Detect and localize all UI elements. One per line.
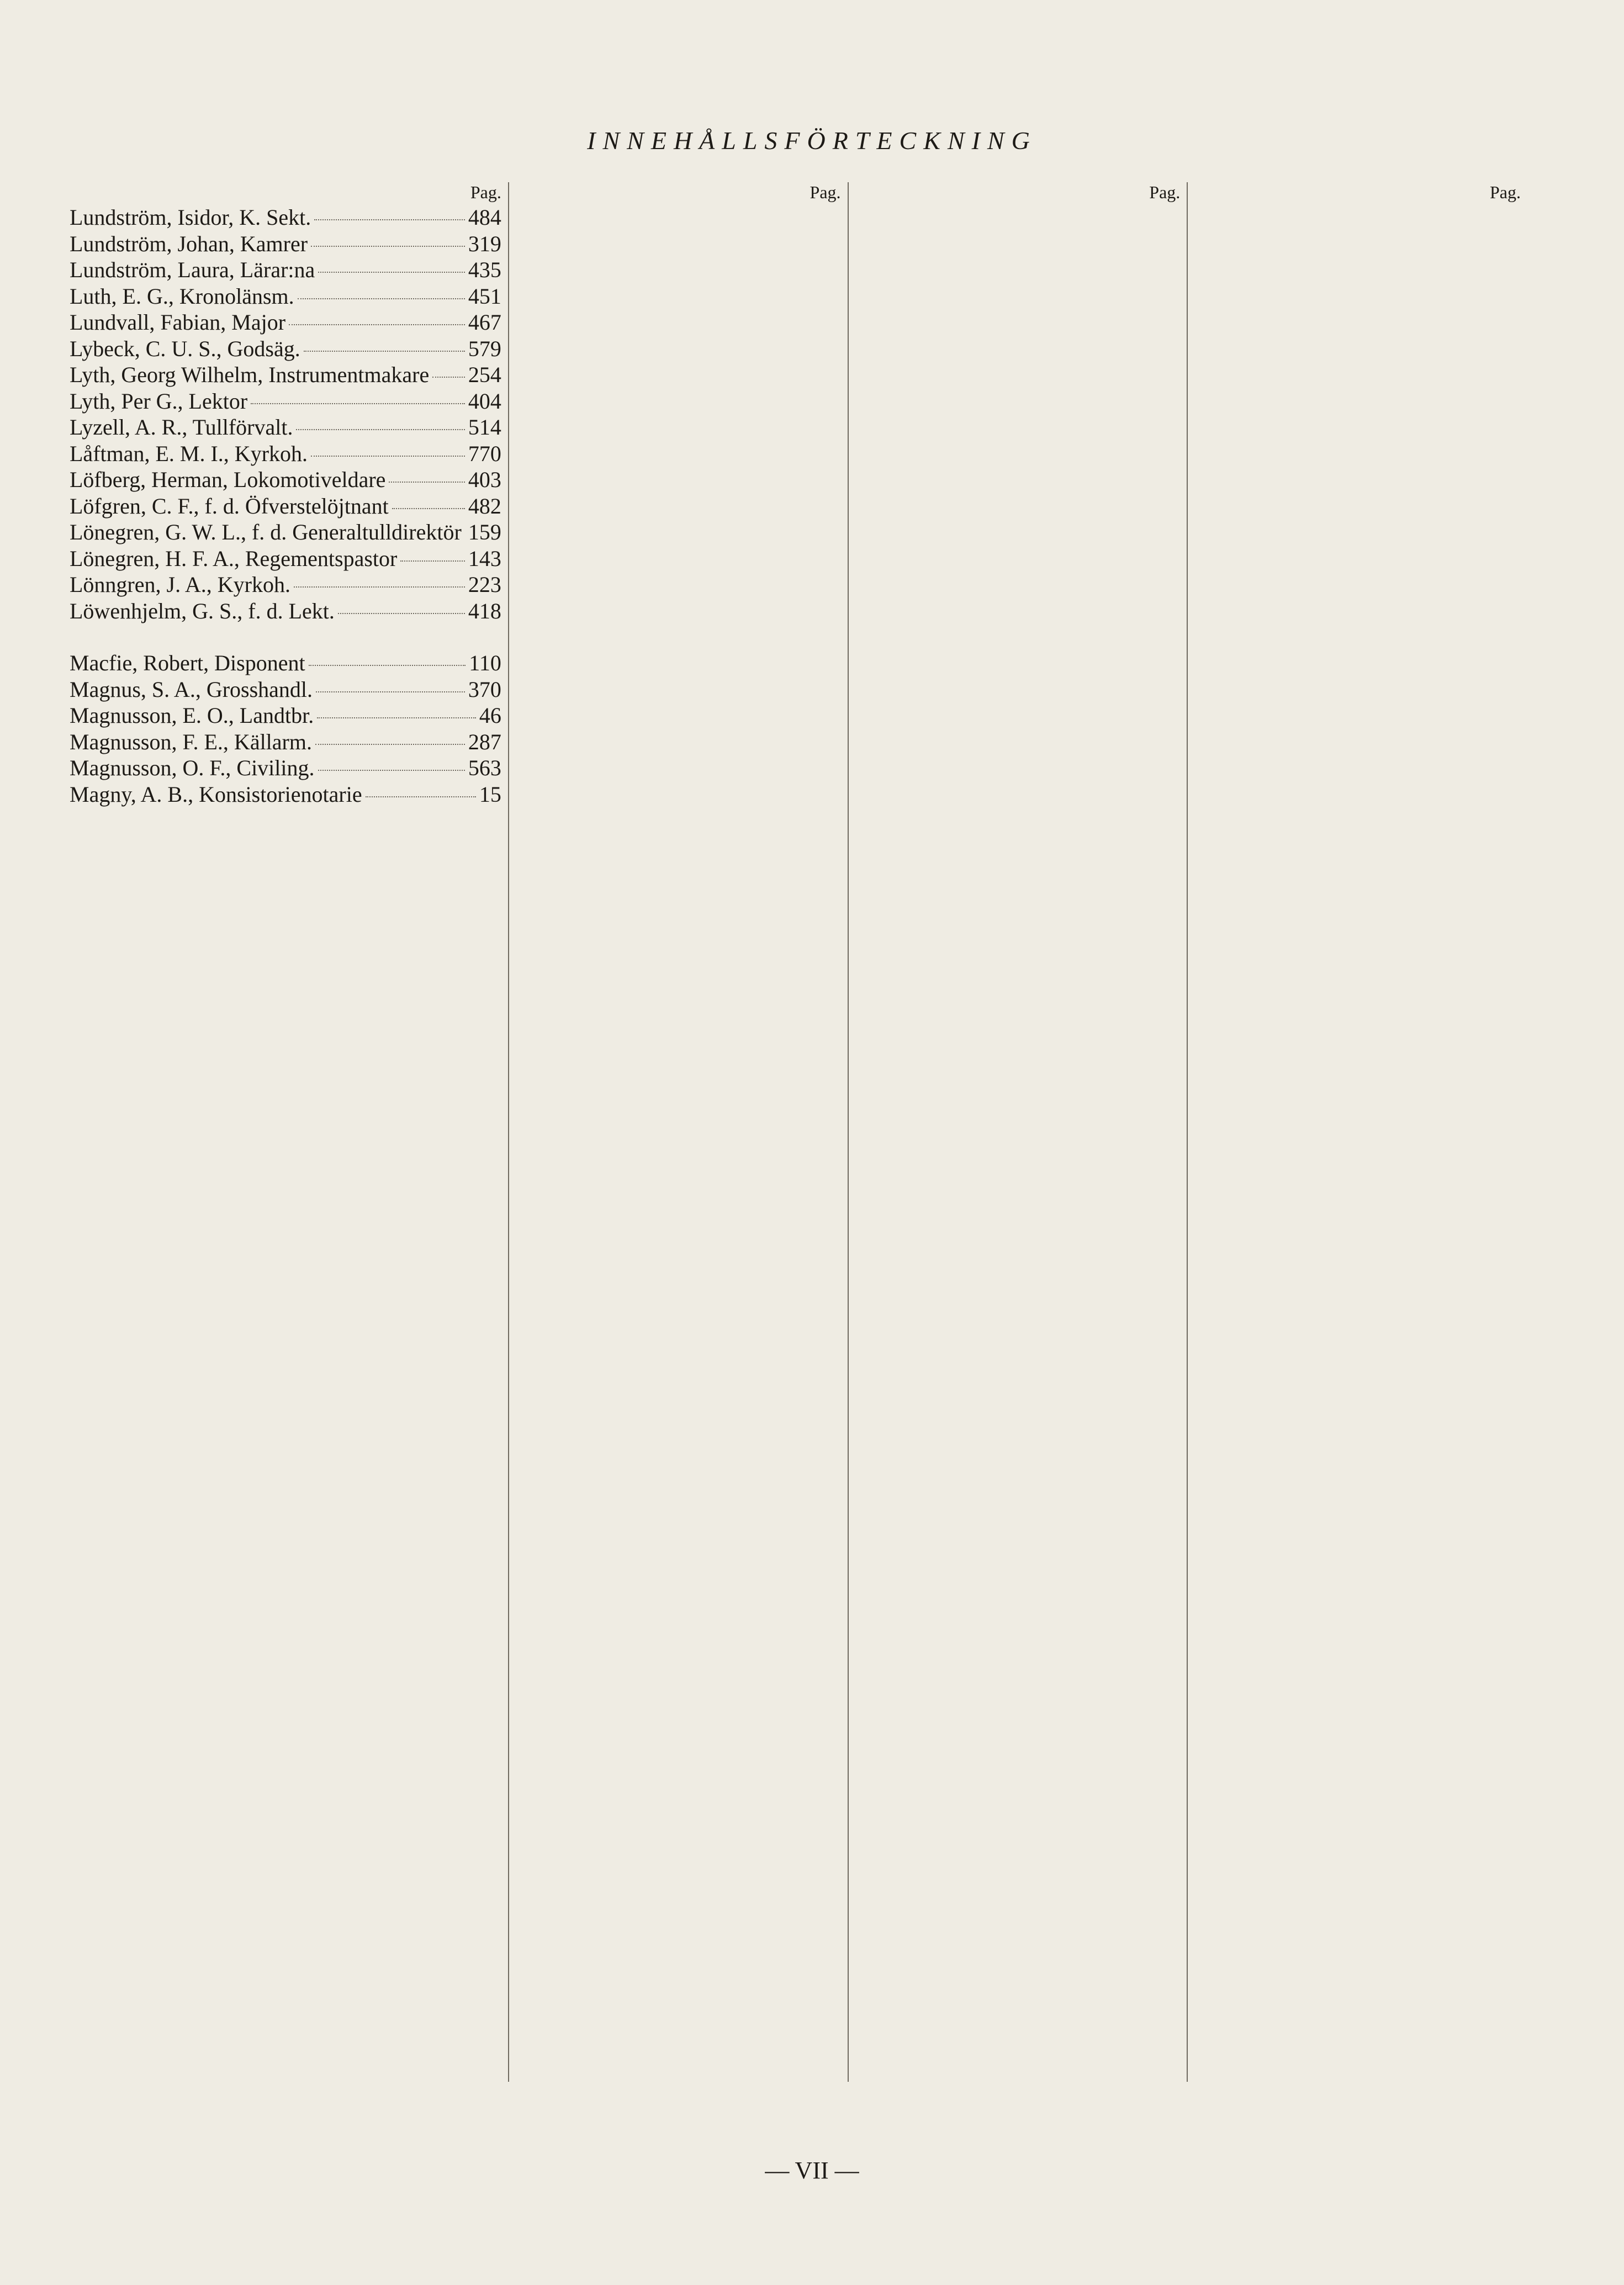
entry-page: 770	[468, 441, 501, 466]
entry-page: 418	[468, 598, 501, 623]
leader-dots	[338, 613, 465, 614]
index-entry	[70, 519, 501, 546]
entry-page: 484	[468, 205, 501, 230]
leader-dots	[251, 403, 465, 404]
index-entry	[70, 283, 501, 310]
index-entry	[70, 414, 501, 441]
index-entry	[70, 204, 501, 231]
index-entry	[70, 781, 501, 808]
entry-name: Magnusson, E. O., Landtbr.	[70, 703, 314, 728]
pag-label: Pag.	[470, 182, 501, 202]
page-title: INNEHÅLLSFÖRTECKNING	[587, 126, 1037, 155]
leader-dots	[318, 272, 465, 273]
entry-page: 110	[469, 650, 501, 675]
entry-page: 370	[468, 676, 501, 702]
page-number: — VII —	[765, 2157, 859, 2184]
entry-page: 46	[479, 703, 501, 728]
entry-page: 287	[468, 729, 501, 754]
index-entry	[70, 309, 501, 336]
entry-name: Lybeck, C. U. S., Godsäg.	[70, 336, 300, 361]
leader-dots	[294, 586, 465, 588]
entry-name: Låftman, E. M. I., Kyrkoh.	[70, 441, 308, 466]
entry-name: Lyzell, A. R., Tullförvalt.	[70, 415, 293, 440]
index-column-4	[1209, 182, 1527, 2082]
leader-dots	[366, 796, 476, 797]
entry-page: 467	[468, 310, 501, 335]
entry-page: 319	[468, 231, 501, 256]
leader-dots	[304, 351, 465, 352]
index-entry	[70, 362, 501, 388]
entry-name: Magny, A. B., Konsistorienotarie	[70, 781, 362, 807]
index-entry	[70, 598, 501, 625]
leader-dots	[432, 377, 465, 378]
leader-dots	[289, 324, 465, 325]
leader-dots	[389, 482, 464, 483]
index-entry	[70, 336, 501, 362]
entry-page: 514	[468, 415, 501, 440]
leader-dots	[311, 456, 465, 457]
entry-page: 223	[468, 572, 501, 597]
leader-dots	[315, 744, 465, 745]
index-columns	[70, 182, 1527, 2082]
entries-list	[70, 204, 501, 807]
leader-dots	[311, 246, 465, 247]
entry-page: 563	[468, 755, 501, 780]
index-entry	[70, 467, 501, 493]
index-entry	[70, 676, 501, 703]
entry-page: 254	[468, 362, 501, 387]
entry-name: Lyth, Georg Wilhelm, Instrumentmakare	[70, 362, 430, 387]
leader-dots	[318, 770, 465, 771]
entry-name: Lönegren, G. W. L., f. d. Generaltulldirektör	[70, 520, 462, 544]
index-column-1	[70, 182, 509, 2082]
index-entry	[70, 493, 501, 520]
entry-name: Lundvall, Fabian, Major	[70, 310, 286, 335]
index-entry	[70, 729, 501, 755]
pag-label: Pag.	[810, 182, 841, 202]
entry-name: Magnusson, O. F., Civiling.	[70, 755, 315, 780]
index-entry	[70, 702, 501, 729]
entry-name: Lönngren, J. A., Kyrkoh.	[70, 572, 290, 597]
entry-name: Löfgren, C. F., f. d. Öfverstelöjtnant	[70, 493, 389, 519]
leader-dots	[298, 298, 465, 299]
entry-page: 159	[468, 520, 501, 544]
leader-dots	[296, 429, 464, 430]
leader-dots	[314, 219, 465, 220]
pag-label: Pag.	[1490, 182, 1521, 202]
entry-page: 143	[468, 546, 501, 571]
entry-page: 15	[479, 781, 501, 807]
index-entry	[70, 572, 501, 598]
index-entry	[70, 441, 501, 467]
entry-page: 404	[468, 388, 501, 414]
entry-name: Lundström, Laura, Lärar:na	[70, 257, 315, 282]
index-entry	[70, 546, 501, 572]
leader-dots	[309, 665, 466, 666]
entry-page: 482	[468, 493, 501, 519]
entry-page: 435	[468, 257, 501, 282]
entry-page: 451	[468, 283, 501, 309]
entry-name: Magnus, S. A., Grosshandl.	[70, 676, 313, 702]
pag-label: Pag.	[1149, 182, 1181, 202]
section-gap	[70, 624, 501, 650]
index-entry	[70, 257, 501, 283]
entry-page: 403	[468, 467, 501, 492]
index-entry	[70, 388, 501, 415]
index-entry	[70, 231, 501, 257]
entry-name: Löfberg, Herman, Lokomotiveldare	[70, 467, 386, 492]
entry-name: Lyth, Per G., Lektor	[70, 388, 248, 414]
entry-name: Lundström, Isidor, K. Sekt.	[70, 205, 311, 230]
index-entry	[70, 650, 501, 676]
index-entry	[70, 755, 501, 781]
leader-dots	[316, 691, 465, 692]
entry-name: Luth, E. G., Kronolänsm.	[70, 283, 294, 309]
entry-page: 579	[468, 336, 501, 361]
entry-name: Lundström, Johan, Kamrer	[70, 231, 308, 256]
entry-name: Lönegren, H. F. A., Regementspastor	[70, 546, 398, 571]
index-column-2	[530, 182, 849, 2082]
leader-dots	[400, 560, 464, 562]
entry-name: Löwenhjelm, G. S., f. d. Lekt.	[70, 598, 335, 623]
entry-name: Magnusson, F. E., Källarm.	[70, 729, 312, 754]
index-column-3	[870, 182, 1188, 2082]
leader-dots	[392, 508, 465, 509]
leader-dots	[317, 717, 476, 718]
entry-name: Macfie, Robert, Disponent	[70, 650, 305, 675]
